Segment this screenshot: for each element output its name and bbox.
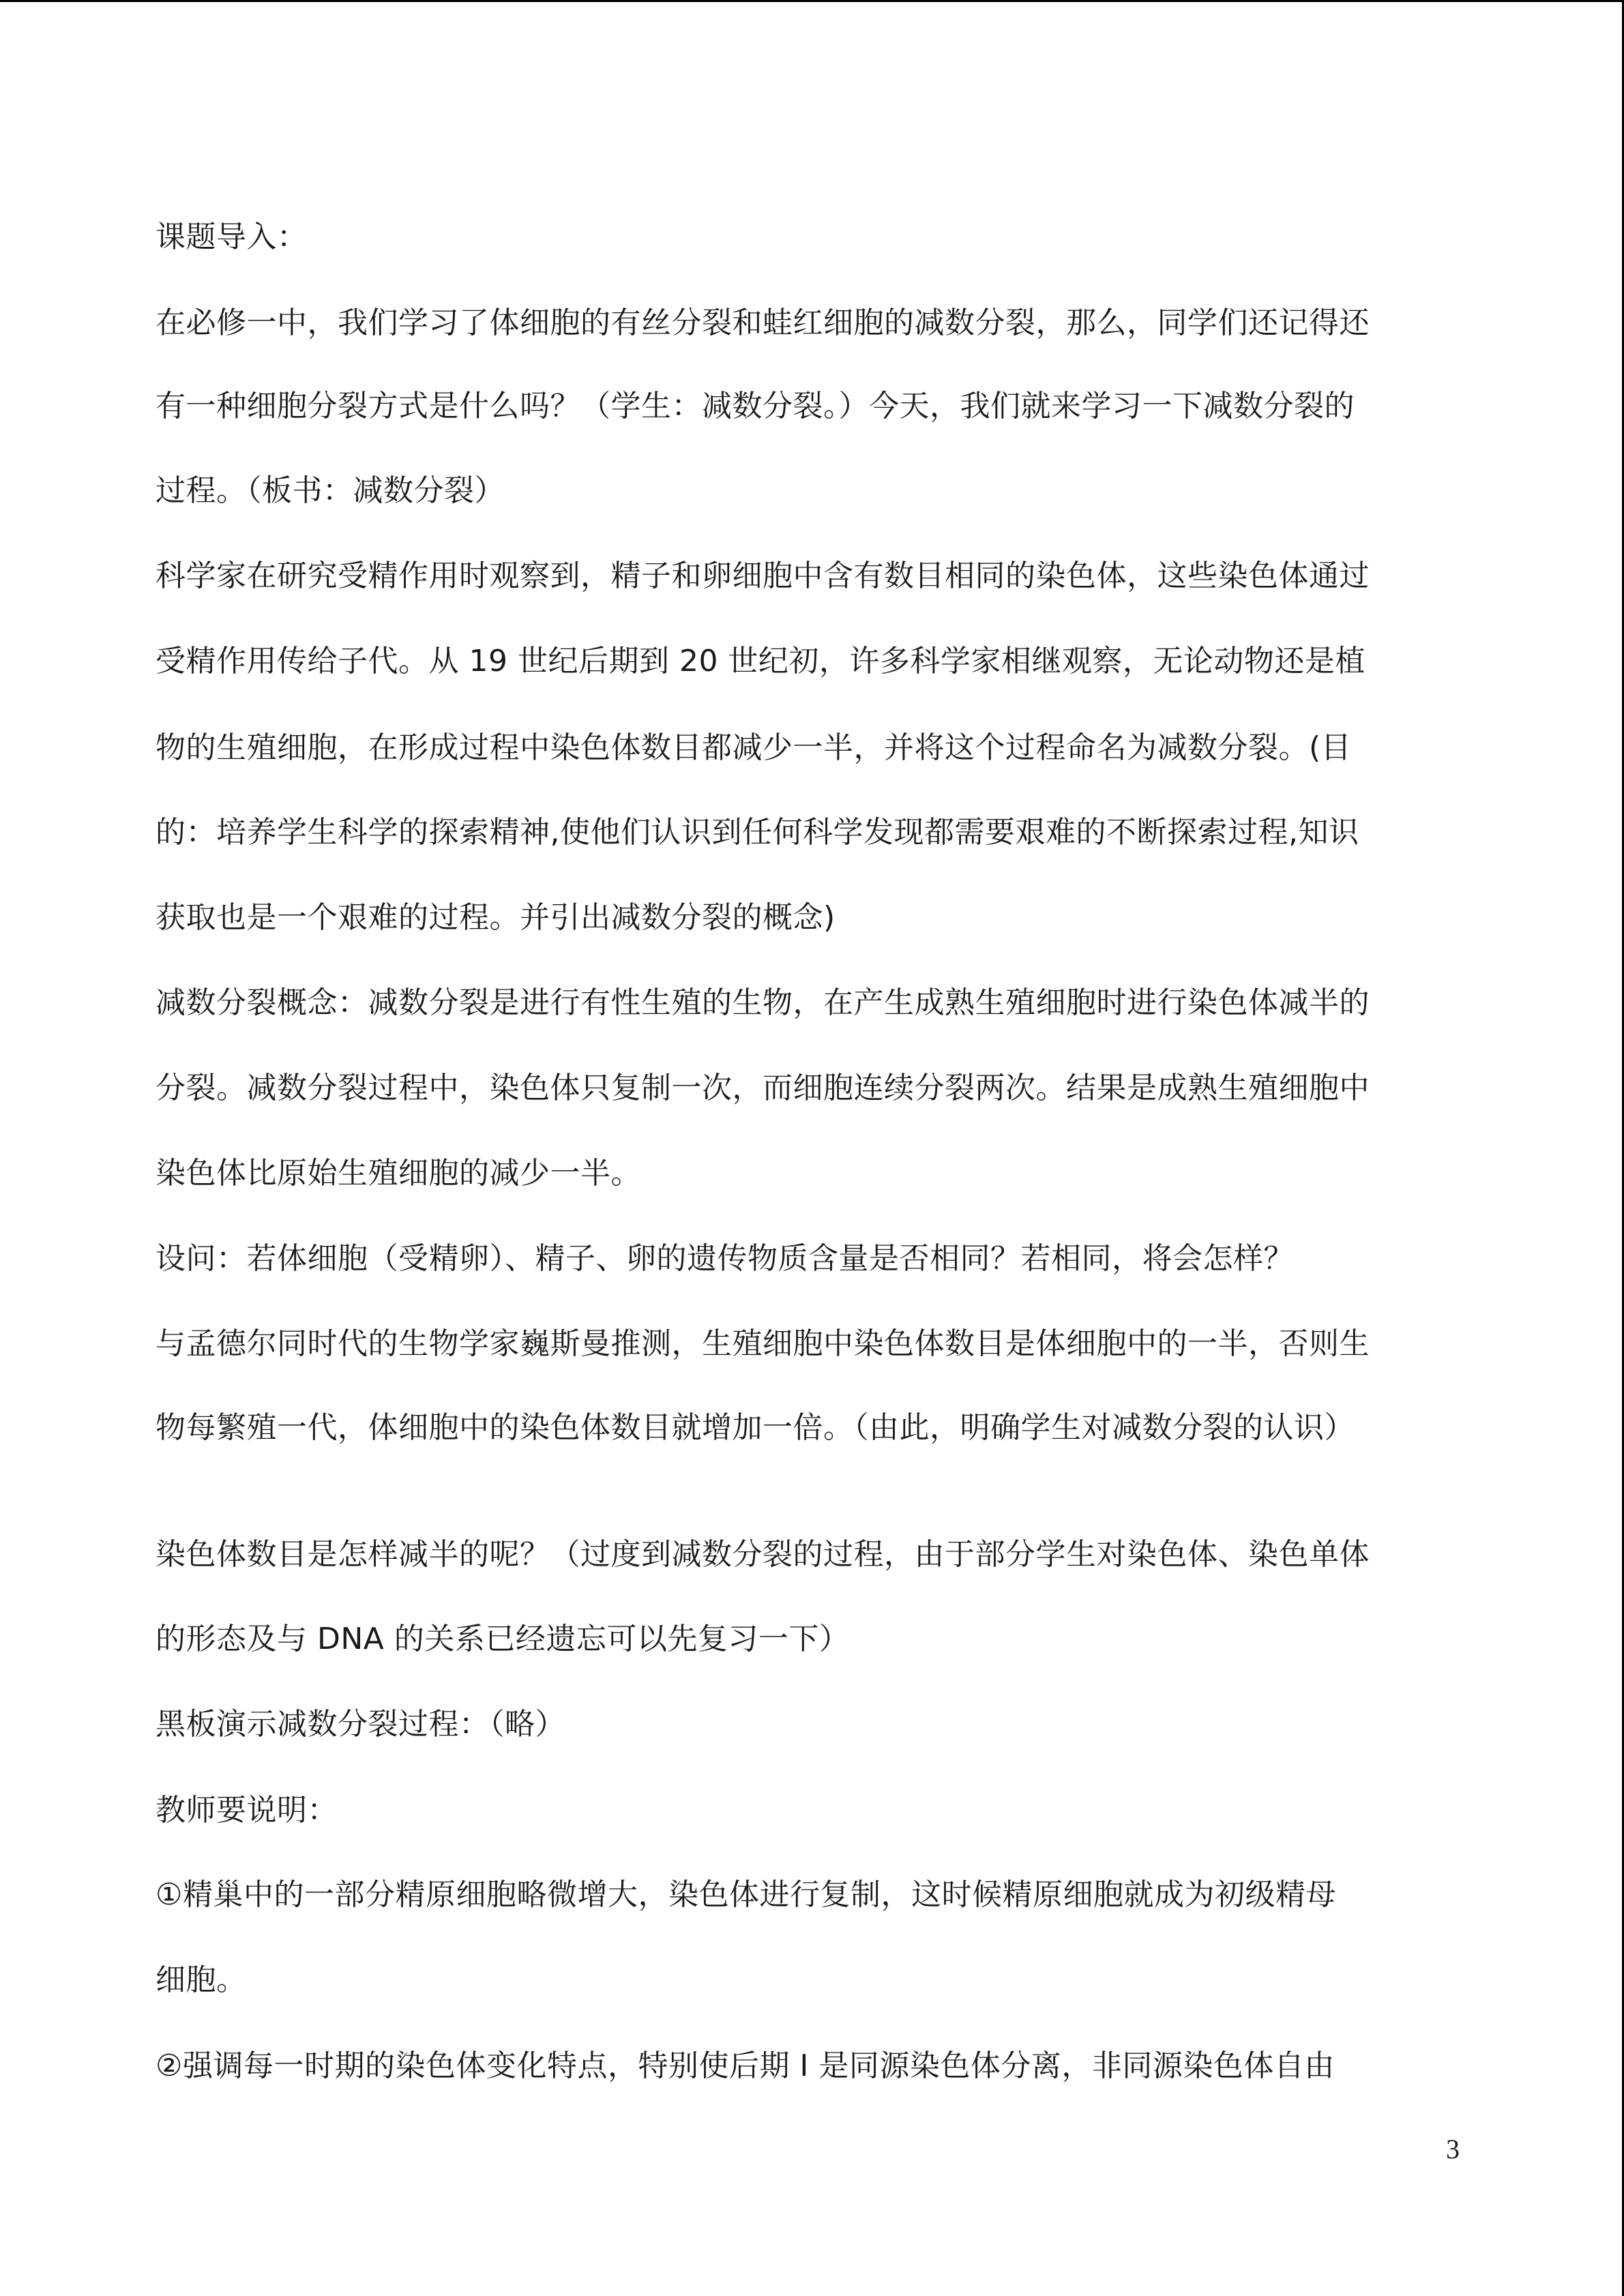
text-line: 物每繁殖一代，体细胞中的染色体数目就增加一倍。（由此，明确学生对减数分裂的认识） xyxy=(156,1410,1355,1445)
text-line: 物的生殖细胞，在形成过程中染色体数目都减少一半，并将这个过程命名为减数分裂。(目 xyxy=(156,730,1352,765)
text-line: 染色体数目是怎样减半的呢？（过度到减数分裂的过程，由于部分学生对染色体、染色单体 xyxy=(156,1537,1370,1572)
text-line: 科学家在研究受精作用时观察到，精子和卵细胞中含有数目相同的染色体，这些染色体通过 xyxy=(156,558,1370,593)
text-line: ①精巢中的一部分精原细胞略微增大，染色体进行复制，这时候精原细胞就成为初级精母 xyxy=(156,1877,1336,1912)
text-line: 受精作用传给子代。从 19 世纪后期到 20 世纪初，许多科学家相继观察，无论动物还是植 xyxy=(156,644,1365,679)
text-line: 的：培养学生科学的探索精神,使他们认识到任何科学发现都需要艰难的不断探索过程,知识 xyxy=(156,815,1359,850)
text-line: 过程。（板书：减数分裂） xyxy=(156,473,505,508)
text-line: 的形态及与 DNA 的关系已经遗忘可以先复习一下） xyxy=(156,1622,850,1656)
text-line: 染色体比原始生殖细胞的减少一半。 xyxy=(156,1156,641,1191)
text-line: 细胞。 xyxy=(156,1963,247,1997)
text-line: 与孟德尔同时代的生物学家巍斯曼推测，生殖细胞中染色体数目是体细胞中的一半，否则生 xyxy=(156,1326,1370,1361)
text-line: 获取也是一个艰难的过程。并引出减数分裂的概念) xyxy=(156,900,836,935)
top-border xyxy=(0,0,1624,2)
text-line: 在必修一中，我们学习了体细胞的有丝分裂和蛙红细胞的减数分裂，那么，同学们还记得还 xyxy=(156,305,1370,340)
text-line: ②强调每一时期的染色体变化特点，特别使后期 I 是同源染色体分离，非同源染色体自由 xyxy=(156,2048,1335,2083)
text-line: 设问：若体细胞（受精卵）、精子、卵的遗传物质含量是否相同？若相同，将会怎样？ xyxy=(156,1241,1294,1276)
section-heading-intro: 课题导入： xyxy=(156,220,308,254)
text-line: 教师要说明： xyxy=(156,1793,338,1828)
text-line: 黑板演示减数分裂过程：（略） xyxy=(156,1707,565,1742)
page-number: 3 xyxy=(1446,2134,1460,2164)
text-line: 有一种细胞分裂方式是什么吗？（学生：减数分裂。）今天，我们就来学习一下减数分裂的 xyxy=(156,389,1355,423)
text-line: 减数分裂概念：减数分裂是进行有性生殖的生物，在产生成熟生殖细胞时进行染色体减半的 xyxy=(156,985,1370,1020)
text-line: 分裂。减数分裂过程中，染色体只复制一次，而细胞连续分裂两次。结果是成熟生殖细胞中 xyxy=(156,1071,1370,1105)
